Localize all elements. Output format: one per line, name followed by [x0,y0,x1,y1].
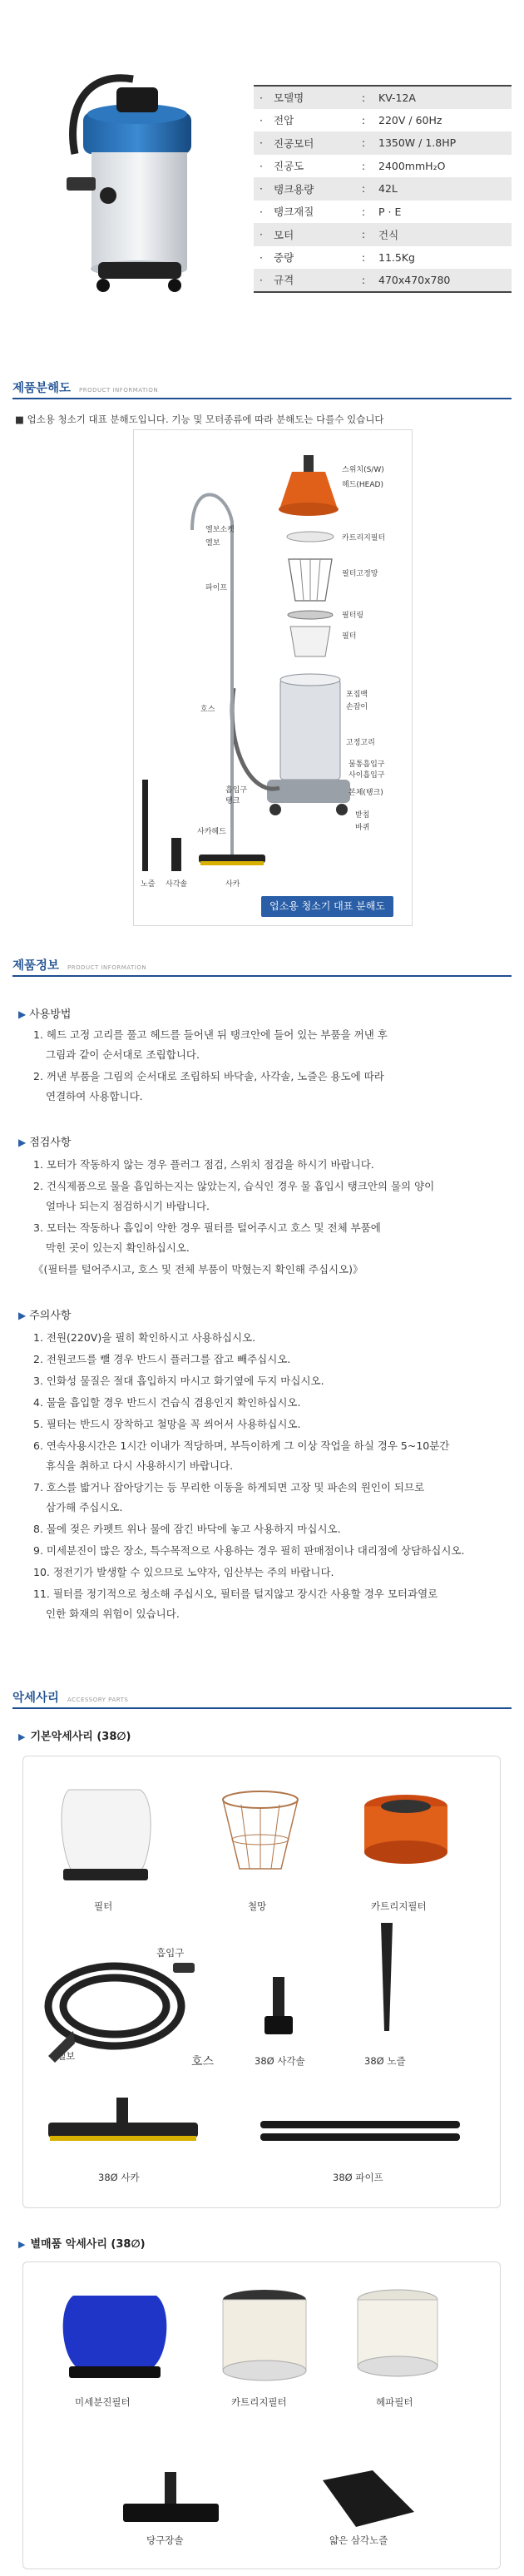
diagram-label: 사이흡입구 [349,771,385,780]
accessory-label: 38Ø 파이프 [333,2172,383,2183]
spec-value: 건식 [378,228,399,241]
spec-value: KV-12A [378,91,416,104]
caution-heading: ▶ 주의사항 [18,1310,72,1322]
caution-line: 삼가해 주십시오. [46,1501,123,1513]
caution-line: 인한 화재의 위험이 있습니다. [46,1608,180,1620]
accessory-label: 38Ø 노즐 [364,2055,406,2067]
usage-line: 그림과 같이 순서대로 조립합니다. [46,1048,200,1061]
diagram-label: 받침 [355,811,370,820]
check-line: 얼마나 되는지 점검하시기 바랍니다. [46,1200,210,1212]
arrow-icon: ▶ [18,1008,27,1020]
spec-row: · 규격 : 470x470x780 [254,269,512,292]
accessory-label: 헤파필터 [376,2396,413,2408]
spec-row: · 탱크용량 : 42L [254,177,512,201]
usage-heading: ▶ 사용방법 [18,1008,72,1021]
diagram-label: 손잡이 [346,703,368,711]
caution-line: 6. 연속사용시간은 1시간 이내가 적당하며, 부득이하게 그 이상 작업을 하실 경우 5~10분간 [33,1439,450,1452]
accessory-label: 카트리지필터 [371,1900,427,1912]
spec-label: 규격 [274,274,294,287]
spec-row: · 중량 : 11.5Kg [254,246,512,270]
spec-row: · 모델명 : KV-12A [254,86,512,109]
diagram-label: 탱크 [225,797,240,805]
accessory-label: 카트리지필터 [231,2396,287,2408]
spec-value: 470x470x780 [378,273,451,286]
diagram-caption: 업소용 청소기 대표 분해도 [261,896,393,917]
diagram-label: 포집백 [346,691,368,699]
check-heading: ▶ 점검사항 [18,1137,72,1149]
section-subtitle: PRODUCT INFORMATION [79,387,159,394]
diagram-note: ■ 업소용 청소기 대표 분해도입니다. 기능 및 모터종류에 따라 분해도는 다를수 있습니다 [15,414,384,425]
diagram-label: 호스 [200,706,215,714]
section-subtitle: ACCESSORY PARTS [67,1697,129,1703]
spec-table [254,85,512,293]
diagram-label: 물통흡입구 [349,760,385,769]
spec-label: 중량 [274,251,294,265]
caution-line: 3. 인화성 물질은 절대 흡입하지 마시고 화기옆에 두지 마십시오. [33,1375,324,1387]
usage-line: 연결하여 사용합니다. [46,1090,143,1102]
caution-line: 9. 미세분진이 많은 장소, 특수목적으로 사용하는 경우 필히 판매점이나 대리점에 상담하십시오. [33,1544,465,1557]
diagram-label: 엘보 [205,539,220,547]
caution-line: 1. 전원(220V)을 필히 확인하시고 사용하십시오. [33,1331,256,1344]
accessory-label: 필터 [94,1900,113,1912]
spec-label: 탱크재질 [274,206,314,219]
diagram-label: 본체(탱크) [349,789,383,797]
spec-label: 전압 [274,114,294,127]
check-line: 3. 모터는 작동하나 흡입이 약한 경우 필터를 털어주시고 호스 및 전체 부품에 [33,1221,381,1234]
diagram-label: 엘보소켓 [205,526,235,534]
accessory-label: 호스 [191,2055,215,2068]
section-subtitle: PRODUCT INFORMATION [67,964,147,971]
spec-label: 진공도 [274,160,304,173]
exploded-diagram-drawing [134,430,413,927]
accessory-label: 38Ø 사각솔 [255,2055,305,2067]
diagram-label: 헤드(HEAD) [342,481,383,489]
extra-accessory-heading: ▶ 별매품 악세사리 (38∅) [18,2238,146,2251]
diagram-label: 노즐 [141,880,156,889]
spec-label: 모터 [274,228,294,241]
spec-value: 11.5Kg [378,250,415,264]
check-line: 2. 건식제품으로 물을 흡입하는지는 않았는지, 습식인 경우 물 흡입시 탱크안의 물의 양이 [33,1180,435,1192]
section-title: 제품정보 [12,959,60,973]
accessory-label: 미세분진필터 [75,2396,131,2408]
spec-row: · 진공도 : 2400mmH₂O [254,155,512,178]
arrow-icon: ▶ [18,1310,27,1321]
arrow-icon: ▶ [18,1137,27,1148]
diagram-label: 흡입구 [225,786,248,795]
diagram-label: 스위치(S/W) [342,466,384,474]
section-title: 악세사리 [12,1692,60,1705]
caution-line: 7. 호스를 밟거나 잡아당기는 등 무리한 이동을 하게되면 고장 및 파손의 원인이 되므로 [33,1481,425,1494]
diagram-label: 파이프 [205,584,228,592]
spec-row: · 탱크재질 : P · E [254,201,512,224]
diagram-label: 사카 [225,880,240,889]
basic-accessory-box [22,1756,501,2208]
spec-label: 모델명 [274,92,304,105]
accessory-label: 얇은 삼각노즐 [329,2534,388,2546]
section-title: 제품분해도 [12,382,72,395]
spec-label: 진공모터 [274,136,314,150]
diagram-label: 카트리지필터 [342,534,386,542]
vacuum-product-photo [50,62,216,312]
spec-value: 2400mmH₂O [378,159,446,172]
exploded-diagram [133,429,413,926]
extra-accessory-box [22,2261,501,2569]
arrow-icon: ▶ [18,1731,26,1742]
accessory-label: 38Ø 사카 [98,2172,140,2183]
diagram-label: 필터링 [342,612,364,620]
caution-line: 4. 물을 흡입할 경우 반드시 건습식 겸용인지 확인하십시오. [33,1396,301,1409]
arrow-icon: ▶ [18,2239,26,2250]
extra-accessory-images [23,2262,502,2570]
diagram-label: 바퀴 [355,824,370,832]
caution-line: 2. 전원코드를 뺄 경우 반드시 플러그를 잡고 빼주십시오. [33,1353,291,1365]
accessory-label: 흡입구 [156,1947,185,1959]
check-line: 《(필터를 털어주시고, 호스 및 전체 부품이 막혔는지 확인해 주십시오)》 [33,1263,363,1276]
accessory-label: 철망 [248,1900,267,1912]
caution-line: 11. 필터를 정기적으로 청소해 주십시오, 필터를 털지않고 장시간 사용할 경우 모터과열로 [33,1588,438,1600]
spec-row: · 진공모터 : 1350W / 1.8HP [254,131,512,155]
caution-line: 5. 필터는 반드시 장착하고 철망을 꼭 씌어서 사용하십시오. [33,1418,301,1430]
spec-row: · 전압 : 220V / 60Hz [254,109,512,132]
accessory-label: 당구장솔 [146,2534,184,2546]
spec-value: 220V / 60Hz [378,113,442,126]
check-line: 막힌 곳이 있는지 확인하십시오. [46,1241,190,1254]
spec-value: P · E [378,205,402,218]
diagram-label: 사카헤드 [197,828,226,836]
usage-line: 2. 꺼낸 부품을 그림의 순서대로 조립하되 바닥솔, 사각솔, 노즐은 용도에 따라 [33,1070,384,1082]
section-header-accessory [12,1691,512,1709]
accessory-label: 엘보 [57,2050,76,2062]
caution-line: 휴식을 취하고 다시 사용하시기 바랍니다. [46,1459,234,1472]
basic-accessory-heading: ▶ 기본악세사리 (38∅) [18,1731,131,1743]
spec-row: · 모터 : 건식 [254,223,512,246]
diagram-label: 필터 [342,632,357,641]
spec-value: 42L [378,182,398,196]
diagram-label: 고정고리 [346,739,375,747]
spec-label: 탱크용량 [274,182,314,196]
section-header-diagram [12,381,512,399]
spec-value: 1350W / 1.8HP [378,136,457,150]
basic-accessory-images [23,1756,502,2209]
caution-line: 10. 정전기가 발생할 수 있으므로 노약자, 임산부는 주의 바랍니다. [33,1566,334,1578]
diagram-label: 사각솔 [166,880,188,889]
usage-line: 1. 헤드 고정 고리를 풀고 헤드를 들어낸 뒤 탱크안에 들어 있는 부품을 꺼낸 후 [33,1028,388,1041]
diagram-label: 필터고정망 [342,570,378,578]
check-line: 1. 모터가 작동하지 않는 경우 플러그 점검, 스위치 점검을 하시기 바랍니다. [33,1158,374,1171]
section-header-info [12,959,512,977]
caution-line: 8. 물에 젖은 카펫트 위나 물에 잠긴 바닥에 놓고 사용하지 마십시오. [33,1523,341,1535]
